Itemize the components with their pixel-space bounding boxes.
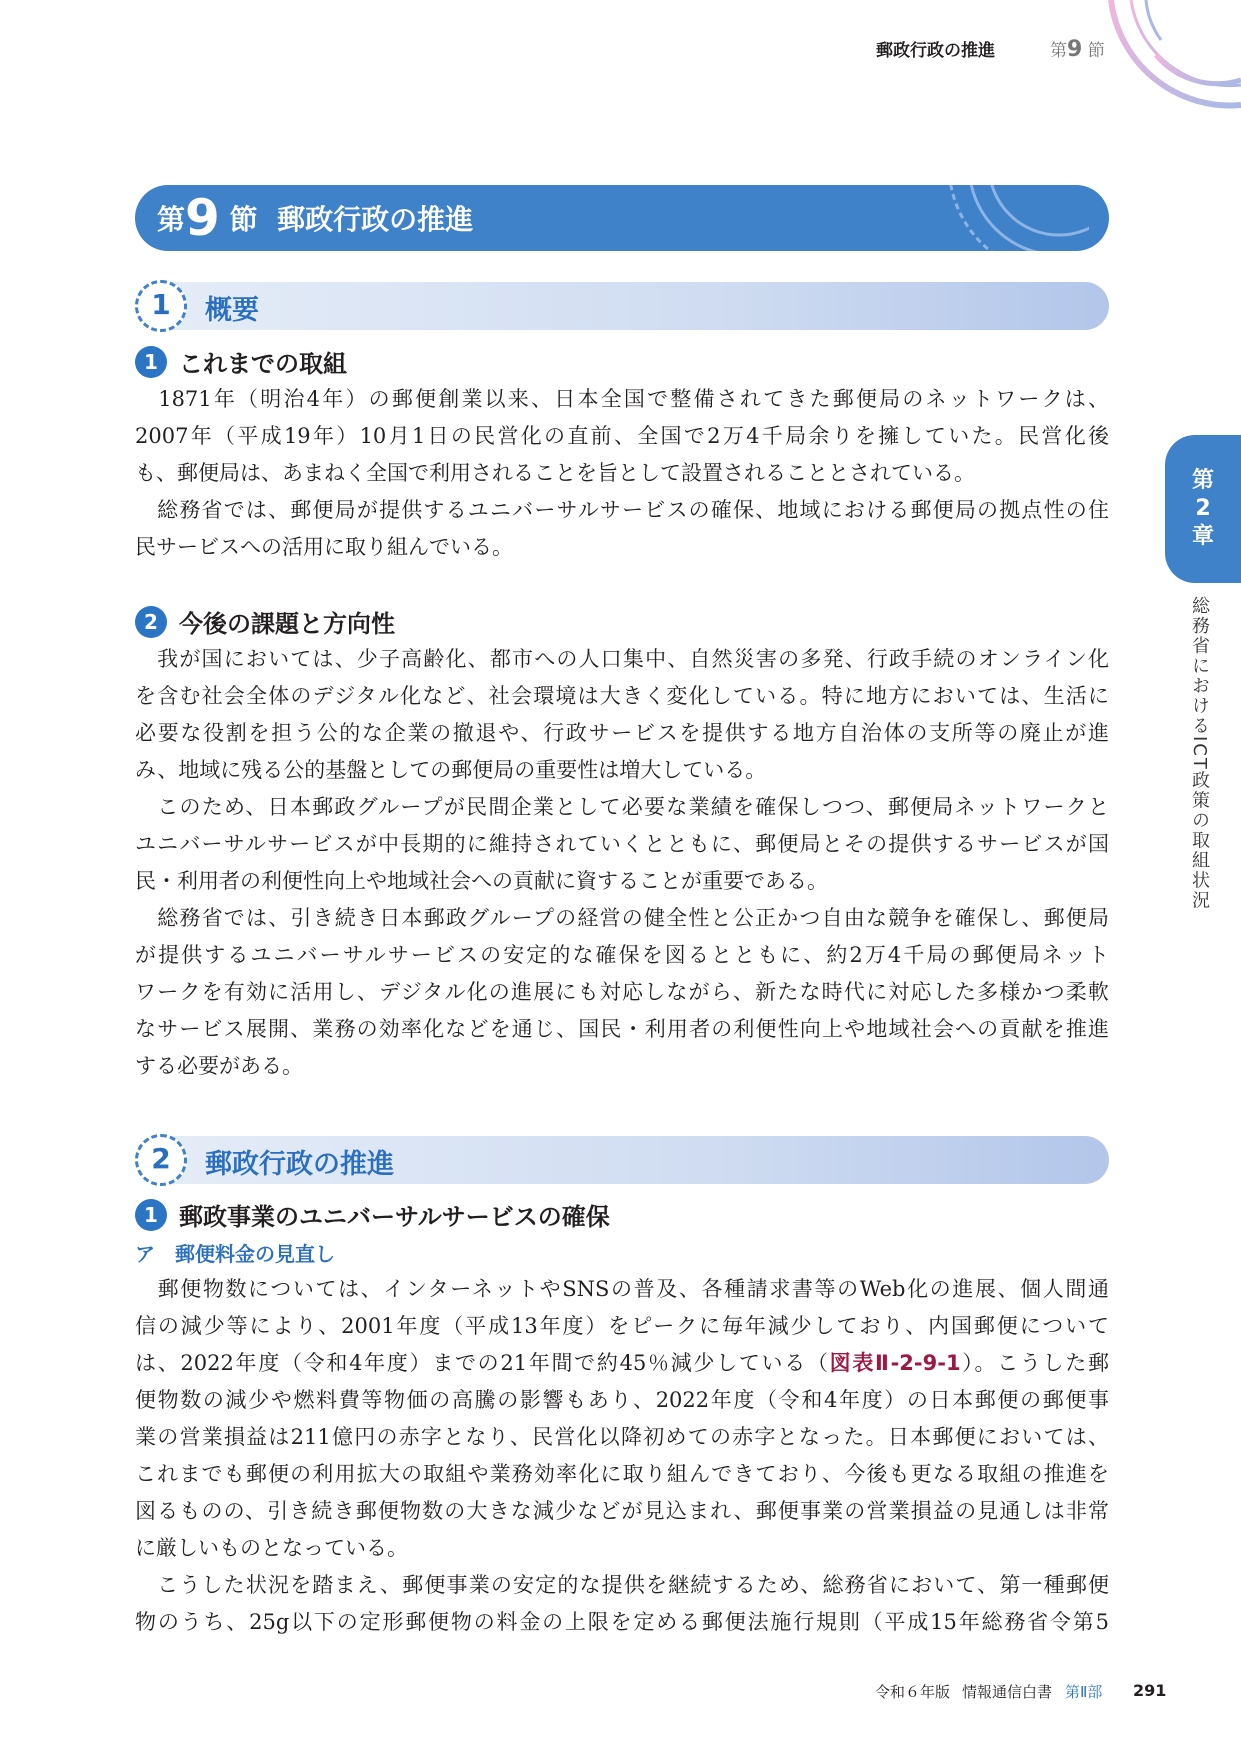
text-line: 郵便物数については、インターネットやSNSの普及、各種請求書等のWeb化の進展、個人間通	[135, 1277, 1109, 1301]
section-title-bar	[135, 185, 1109, 251]
text-line: ユニバーサルサービスが中長期的に維持されていくとともに、郵便局とその提供するサービスが国	[135, 832, 1109, 856]
chapter-number: 2	[1195, 496, 1211, 521]
subsection-heading-text: 今後の課題と方向性	[179, 610, 395, 638]
text-line: が提供するユニバーサルサービスの安定的な確保を図るとともに、約2万4千局の郵便局ネット	[135, 943, 1109, 967]
section-label: 概要	[205, 295, 259, 326]
footer-publication: 情報通信白書	[962, 1683, 1053, 1701]
text-line: も、郵便局は、あまねく全国で利用されることを旨として設置されることとされている。	[135, 461, 975, 485]
text-span: ）。こうした郵	[960, 1351, 1109, 1375]
text-line: 総務省では、郵便局が提供するユニバーサルサービスの確保、地域における郵便局の拠点性の住	[135, 498, 1109, 522]
paragraph	[135, 381, 1109, 566]
section-number: 2	[135, 1134, 187, 1186]
footer-part: 第Ⅱ部	[1065, 1683, 1103, 1701]
text-line: 図るものの、引き続き郵便物数の大きな減少などが見込まれ、郵便事業の営業損益の見通しは非常	[135, 1499, 1109, 1523]
text-line: このため、日本郵政グループが民間企業として必要な業績を確保しつつ、郵便局ネットワークと	[135, 795, 1109, 819]
section-heading-2	[135, 1136, 1109, 1184]
text-line: 必要な役割を担う公的な企業の撤退や、行政サービスを提供する地方自治体の支所等の廃止が進	[135, 721, 1109, 745]
part-title-vertical: 総務省におけるICT政策の取組状況	[1189, 596, 1210, 911]
text-line: ワークを有効に活用し、デジタル化の進展にも対応しながら、新たな時代に対応した多様かつ柔軟	[135, 980, 1109, 1004]
subsection-heading	[135, 1197, 610, 1232]
number-badge: 2	[135, 606, 167, 638]
text-line: 1871年（明治4年）の郵便創業以来、日本全国で整備されてきた郵便局のネットワークは、	[135, 387, 1109, 411]
text-line	[135, 1345, 1109, 1382]
decorative-arcs-icon	[1101, 0, 1241, 110]
text-span: は、2022年度（令和4年度）までの21年間で約45％減少している（	[135, 1351, 830, 1375]
text-line: 民・利用者の利便性向上や地域社会への貢献に資することが重要である。	[135, 869, 828, 893]
subsection-heading-text: これまでの取組	[179, 350, 347, 378]
running-header-section: 第9 節	[1050, 37, 1105, 62]
text-line: 民サービスへの活用に取り組んでいる。	[135, 535, 513, 559]
text-line: 信の減少等により、2001年度（平成13年度）をピークに毎年減少しており、内国郵便について	[135, 1314, 1109, 1338]
page-title: 第9 節 郵政行政の推進	[157, 189, 474, 247]
paragraph	[135, 1271, 1109, 1641]
text-line: 2007年（平成19年）10月1日の民営化の直前、全国で2万4千局余りを擁していた。民営化後	[135, 424, 1109, 448]
number-badge: 1	[135, 1199, 167, 1231]
section-heading-1	[135, 282, 1109, 330]
chapter-tab	[1165, 435, 1241, 583]
chapter-suffix: 章	[1191, 524, 1214, 549]
number-badge: 1	[135, 346, 167, 378]
sub-marker: ア	[135, 1242, 155, 1266]
page-number: 291	[1133, 1681, 1167, 1700]
text-line: これまでも郵便の利用拡大の取組や業務効率化に取り組んできており、今後も更なる取組の推進を	[135, 1462, 1109, 1486]
figure-reference-link[interactable]: 図表Ⅱ-2-9-1	[829, 1351, 961, 1375]
subsection-heading	[135, 604, 395, 639]
text-line: 我が国においては、少子高齢化、都市への人口集中、自然災害の多発、行政手続のオンライン化	[135, 647, 1109, 671]
text-line: こうした状況を踏まえ、郵便事業の安定的な提供を継続するため、総務省において、第一種郵便	[135, 1573, 1109, 1597]
decorative-arcs-icon	[869, 185, 1089, 251]
sub-heading-text: 郵便料金の見直し	[175, 1242, 335, 1266]
sub-subsection-heading	[135, 1238, 335, 1267]
footer-edition: 令和６年版	[875, 1683, 951, 1701]
text-line: 総務省では、引き続き日本郵政グループの経営の健全性と公正かつ自由な競争を確保し、郵便局	[135, 906, 1109, 930]
subsection-heading-text: 郵政事業のユニバーサルサービスの確保	[179, 1203, 610, 1231]
text-line: なサービス展開、業務の効率化などを通じ、国民・利用者の利便性向上や地域社会への貢献を推進	[135, 1017, 1109, 1041]
text-line: 業の営業損益は211億円の赤字となり、民営化以降初めての赤字となった。日本郵便においては、	[135, 1425, 1109, 1449]
text-line: に厳しいものとなっている。	[135, 1536, 408, 1560]
section-number: 1	[135, 280, 187, 332]
section-label: 郵政行政の推進	[205, 1149, 394, 1180]
chapter-prefix: 第	[1191, 468, 1214, 493]
paragraph	[135, 641, 1109, 1085]
subsection-heading	[135, 344, 347, 379]
text-line: 便物数の減少や燃料費等物価の高騰の影響もあり、2022年度（令和4年度）の日本郵便の郵便事	[135, 1388, 1109, 1412]
text-line: 物のうち、25g以下の定形郵便物の料金の上限を定める郵便法施行規則（平成15年総務省令第5	[135, 1610, 1109, 1634]
text-line: み、地域に残る公的基盤としての郵便局の重要性は増大している。	[135, 758, 767, 782]
running-header-title: 郵政行政の推進	[876, 41, 995, 61]
text-line: を含む社会全体のデジタル化など、社会環境は大きく変化している。特に地方においては、生活に	[135, 684, 1109, 708]
text-line: する必要がある。	[135, 1054, 303, 1078]
